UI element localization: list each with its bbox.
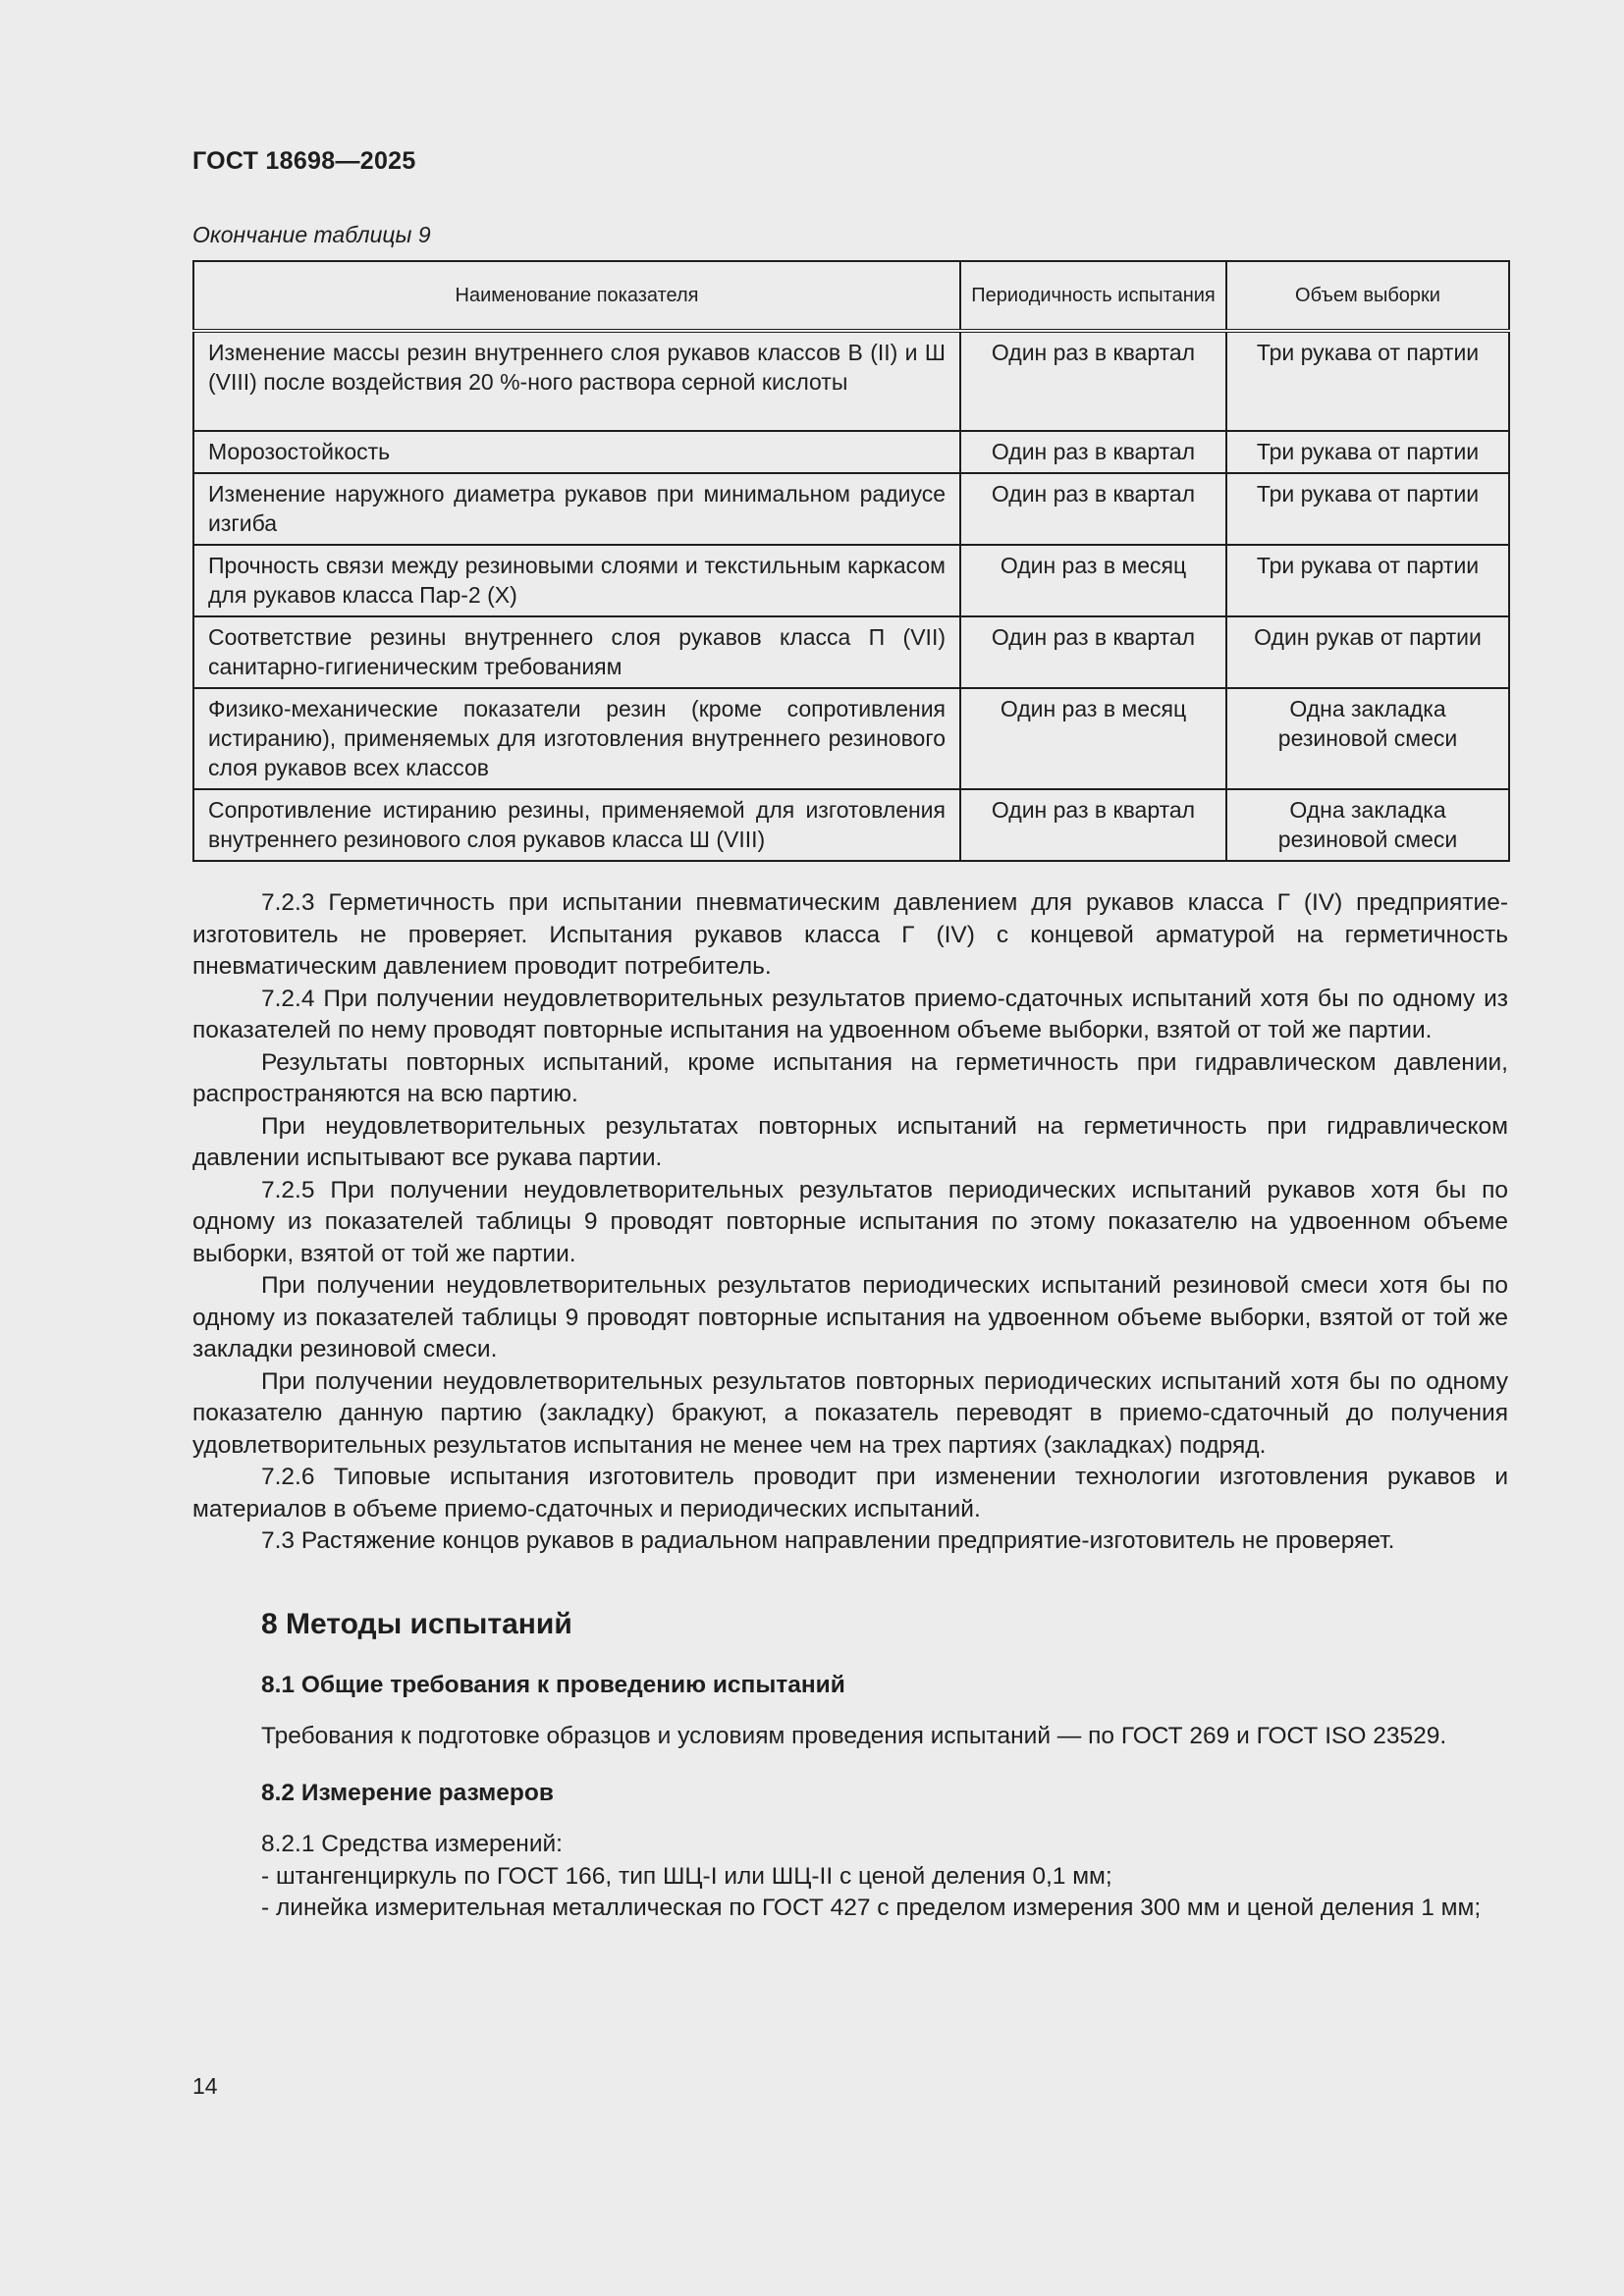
paragraph-7-2-5: 7.2.5 При получении неудовлетворительных результатов периодических испытаний рукавов хотя бы по одному из показателей таблицы 9 проводят повторные испытания по этому показателю на удвоенном объеме выборки, взятой от той же партии. (192, 1176, 1508, 1267)
cell-period: Один раз в квартал (960, 431, 1226, 473)
cell-name: Сопротивление истиранию резины, применяемой для изготовления внутреннего резинового слоя рукавов класса Ш (VIII) (193, 789, 960, 861)
cell-period: Один раз в квартал (960, 616, 1226, 688)
paragraph-7-2-6: 7.2.6 Типовые испытания изготовитель проводит при изменении технологии изготовления рукавов и материалов в объеме приемо-сдаточных и периодических испытаний. (192, 1464, 1508, 1522)
cell-name: Прочность связи между резиновыми слоями и текстильным каркасом для рукавов класса Пар-2 (X) (193, 545, 960, 616)
document-page (192, 147, 1508, 1925)
table-caption: Окончание таблицы 9 (192, 222, 431, 247)
paragraph: При получении неудовлетворительных результатов повторных периодических испытаний хотя бы по одному показателю данную партию (закладку) бракуют, а показатель переводят в приемо-сдаточный до получения удовлетворительных результатов испытания не менее чем на трех партиях (закладках) подряд. (192, 1367, 1508, 1459)
paragraph-7-2-3: 7.2.3 Герметичность при испытании пневматическим давлением для рукавов класса Г (IV) предприятие-изготовитель не проверяет. Испытания рукавов класса Г (IV) с концевой арматурой на герметичность пневматическим давлением проводит потребитель. (192, 889, 1508, 980)
table-row (193, 789, 1509, 861)
table-row (193, 431, 1509, 473)
list-item: - штангенциркуль по ГОСТ 166, тип ШЦ-I или ШЦ-II с ценой деления 0,1 мм; (261, 1862, 1112, 1890)
table-row (193, 331, 1509, 431)
list-intro: 8.2.1 Средства измерений: (261, 1831, 563, 1857)
column-header-sample: Объем выборки (1226, 261, 1509, 331)
cell-name: Изменение наружного диаметра рукавов при минимальном радиусе изгиба (193, 473, 960, 545)
standard-code: ГОСТ 18698—2025 (192, 147, 416, 175)
paragraph-7-2-4: 7.2.4 При получении неудовлетворительных результатов приемо-сдаточных испытаний хотя бы по одному из показателей по нему проводят повторные испытания на удвоенном объеме выборки, взятой от той же партии. (192, 985, 1508, 1043)
table-row (193, 688, 1509, 789)
cell-sample: Три рукава от партии (1226, 473, 1509, 545)
section-8-heading: 8 Методы испытаний (261, 1607, 572, 1640)
paragraph: При получении неудовлетворительных результатов периодических испытаний резиновой смеси хотя бы по одному из показателей таблицы 9 проводят повторные испытания на удвоенном объеме выборки, взятой от той же закладки резиновой смеси. (192, 1272, 1508, 1362)
column-header-name: Наименование показателя (193, 261, 960, 331)
table-9 (192, 260, 1510, 862)
cell-sample: Три рукава от партии (1226, 545, 1509, 616)
column-header-period: Периодичность испытания (960, 261, 1226, 331)
table-header-row (193, 261, 1509, 331)
paragraph: При неудовлетворительных результатах повторных испытаний на герметичность при гидравлическом давлении испытывают все рукава партии. (192, 1112, 1508, 1171)
cell-period: Один раз в месяц (960, 688, 1226, 789)
subsection-8-2-heading: 8.2 Измерение размеров (261, 1780, 554, 1806)
table-row (193, 545, 1509, 616)
page-number: 14 (192, 2073, 218, 2099)
cell-sample: Три рукава от партии (1226, 331, 1509, 431)
cell-sample: Одна закладка резиновой смеси (1226, 688, 1509, 789)
list-item: - линейка измерительная металлическая по ГОСТ 427 с пределом измерения 300 мм и ценой деления 1 мм; (261, 1895, 1482, 1921)
cell-name: Физико-механические показатели резин (кроме сопротивления истиранию), применяемых для изготовления внутреннего резинового слоя рукавов всех классов (193, 688, 960, 789)
cell-name: Изменение массы резин внутреннего слоя рукавов классов В (II) и Ш (VIII) после воздействия 20 %-ного раствора серной кислоты (193, 331, 960, 431)
subsection-8-1-text: Требования к подготовке образцов и условиям проведения испытаний — по ГОСТ 269 и ГОСТ ISO 23529. (261, 1722, 1447, 1749)
cell-period: Один раз в квартал (960, 331, 1226, 431)
body-text (192, 887, 1508, 1558)
cell-sample: Одна закладка резиновой смеси (1226, 789, 1509, 861)
cell-name: Соответствие резины внутреннего слоя рукавов класса П (VII) санитарно-гигиеническим требованиям (193, 616, 960, 688)
paragraph-7-3: 7.3 Растяжение концов рукавов в радиальном направлении предприятие-изготовитель не проверяет. (261, 1527, 1395, 1554)
cell-period: Один раз в квартал (960, 789, 1226, 861)
cell-name: Морозостойкость (193, 431, 960, 473)
cell-period: Один раз в квартал (960, 473, 1226, 545)
cell-sample: Один рукав от партии (1226, 616, 1509, 688)
cell-sample: Три рукава от партии (1226, 431, 1509, 473)
table-row (193, 616, 1509, 688)
subsection-8-1-heading: 8.1 Общие требования к проведению испытаний (261, 1671, 845, 1698)
table-row (193, 473, 1509, 545)
paragraph: Результаты повторных испытаний, кроме испытания на герметичность при гидравлическом давлении, распространяются на всю партию. (192, 1048, 1508, 1107)
cell-period: Один раз в месяц (960, 545, 1226, 616)
